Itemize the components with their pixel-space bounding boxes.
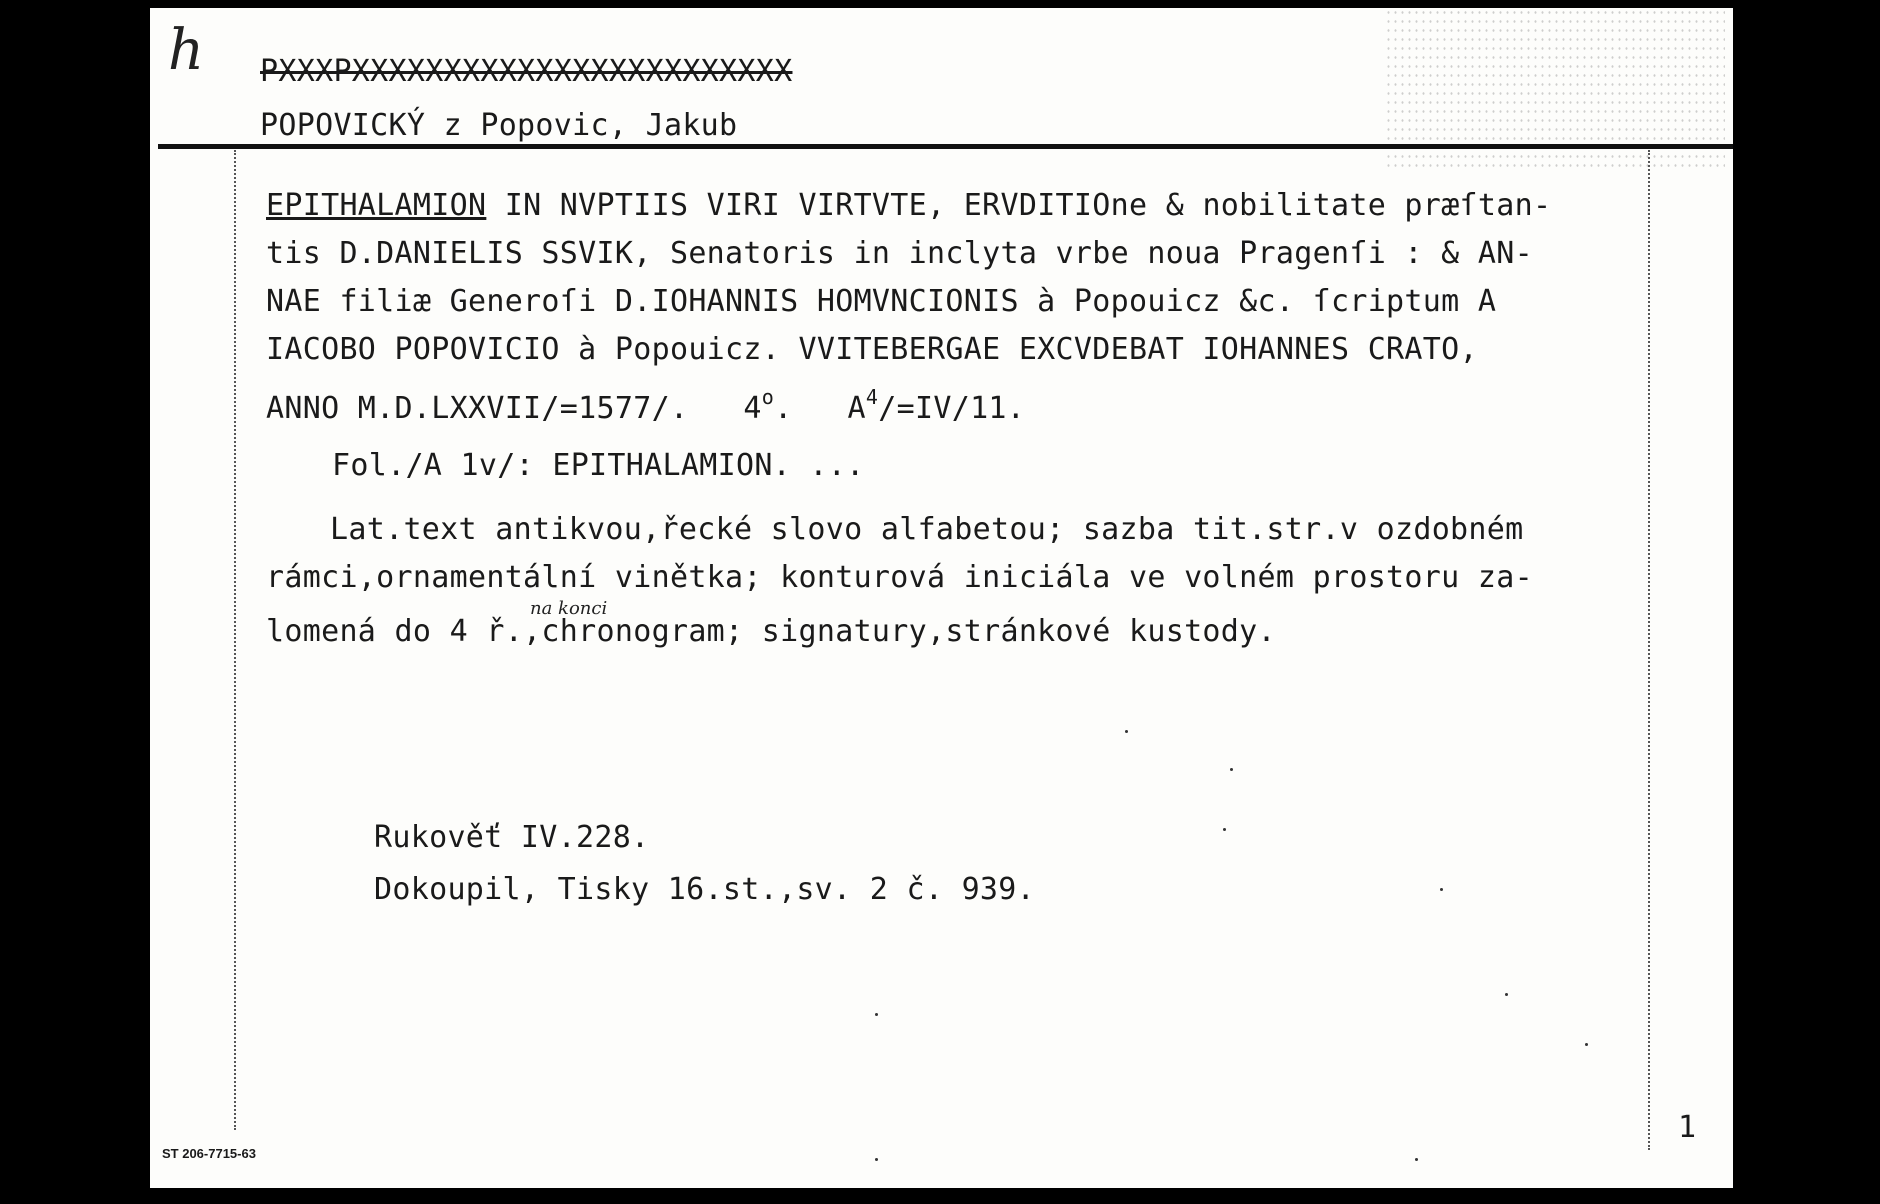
- header-rule: [158, 144, 1733, 149]
- speck: [875, 1158, 878, 1161]
- catalog-card: [150, 8, 1733, 1188]
- print-code: ST 206-7715-63: [162, 1146, 256, 1161]
- title-line-4: IACOBO POPOVICIO à Popouicz. VVITEBERGAE EXCVDEBAT IOHANNES CRATO,: [266, 332, 1478, 367]
- format-degree: o: [761, 385, 775, 409]
- format-dot: . A: [774, 391, 866, 426]
- speck: [1230, 768, 1233, 771]
- title-first-rest: IN NVPTIIS VIRI VIRTVTE, ERVDITIOne & nobilitate præſtan-: [486, 188, 1552, 223]
- reference-dokoupil: Dokoupil, Tisky 16.st.,sv. 2 č. 939.: [374, 872, 1036, 907]
- struck-heading: PXXXPXXXXXXXXXXXXXXXXXXXXXXXX: [260, 54, 793, 89]
- imprint-line: [266, 374, 1025, 432]
- signature-superscript: 4: [865, 385, 879, 409]
- speck: [1125, 730, 1128, 733]
- corner-handwritten-mark: h: [168, 18, 205, 83]
- author-heading: POPOVICKÝ z Popovic, Jakub: [260, 108, 738, 143]
- speck: [1440, 888, 1443, 891]
- speck: [1585, 1043, 1588, 1046]
- speck: [1223, 828, 1226, 831]
- title-first-word: EPITHALAMION: [266, 188, 487, 223]
- right-margin-line: [1648, 150, 1650, 1150]
- imprint-main: ANNO M.D.LXXVII/=1577/. 4: [266, 391, 762, 426]
- speck: [1505, 993, 1508, 996]
- note-line-2: rámci,ornamentální vinětka; konturová iniciála ve volném prostoru za-: [266, 560, 1533, 595]
- note-line-1: Lat.text antikvou,řecké slovo alfabetou; sazba tit.str.v ozdobném: [330, 512, 1524, 547]
- note-line-3: lomená do 4 ř.,chronogram; signatury,stránkové kustody.: [266, 614, 1276, 649]
- folio-line: Fol./A 1v/: EPITHALAMION. ...: [332, 448, 865, 483]
- reference-rukovet: Rukověť IV.228.: [374, 820, 650, 855]
- speck: [875, 1013, 878, 1016]
- left-margin-line: [234, 150, 236, 1130]
- speck: [1415, 1158, 1418, 1161]
- title-line-2: tis D.DANIELIS SSVIK, Senatoris in inclyta vrbe noua Pragenſi : & AN-: [266, 236, 1533, 271]
- title-line-3: NAE filiæ Generoſi D.IOHANNIS HOMVNCIONIS à Popouicz &c. ſcriptum A: [266, 284, 1497, 319]
- signature-rest: /=IV/11.: [878, 391, 1026, 426]
- card-number: 1: [1678, 1110, 1697, 1145]
- handwritten-insertion: na konci: [530, 598, 608, 619]
- title-line-1: [266, 182, 1551, 229]
